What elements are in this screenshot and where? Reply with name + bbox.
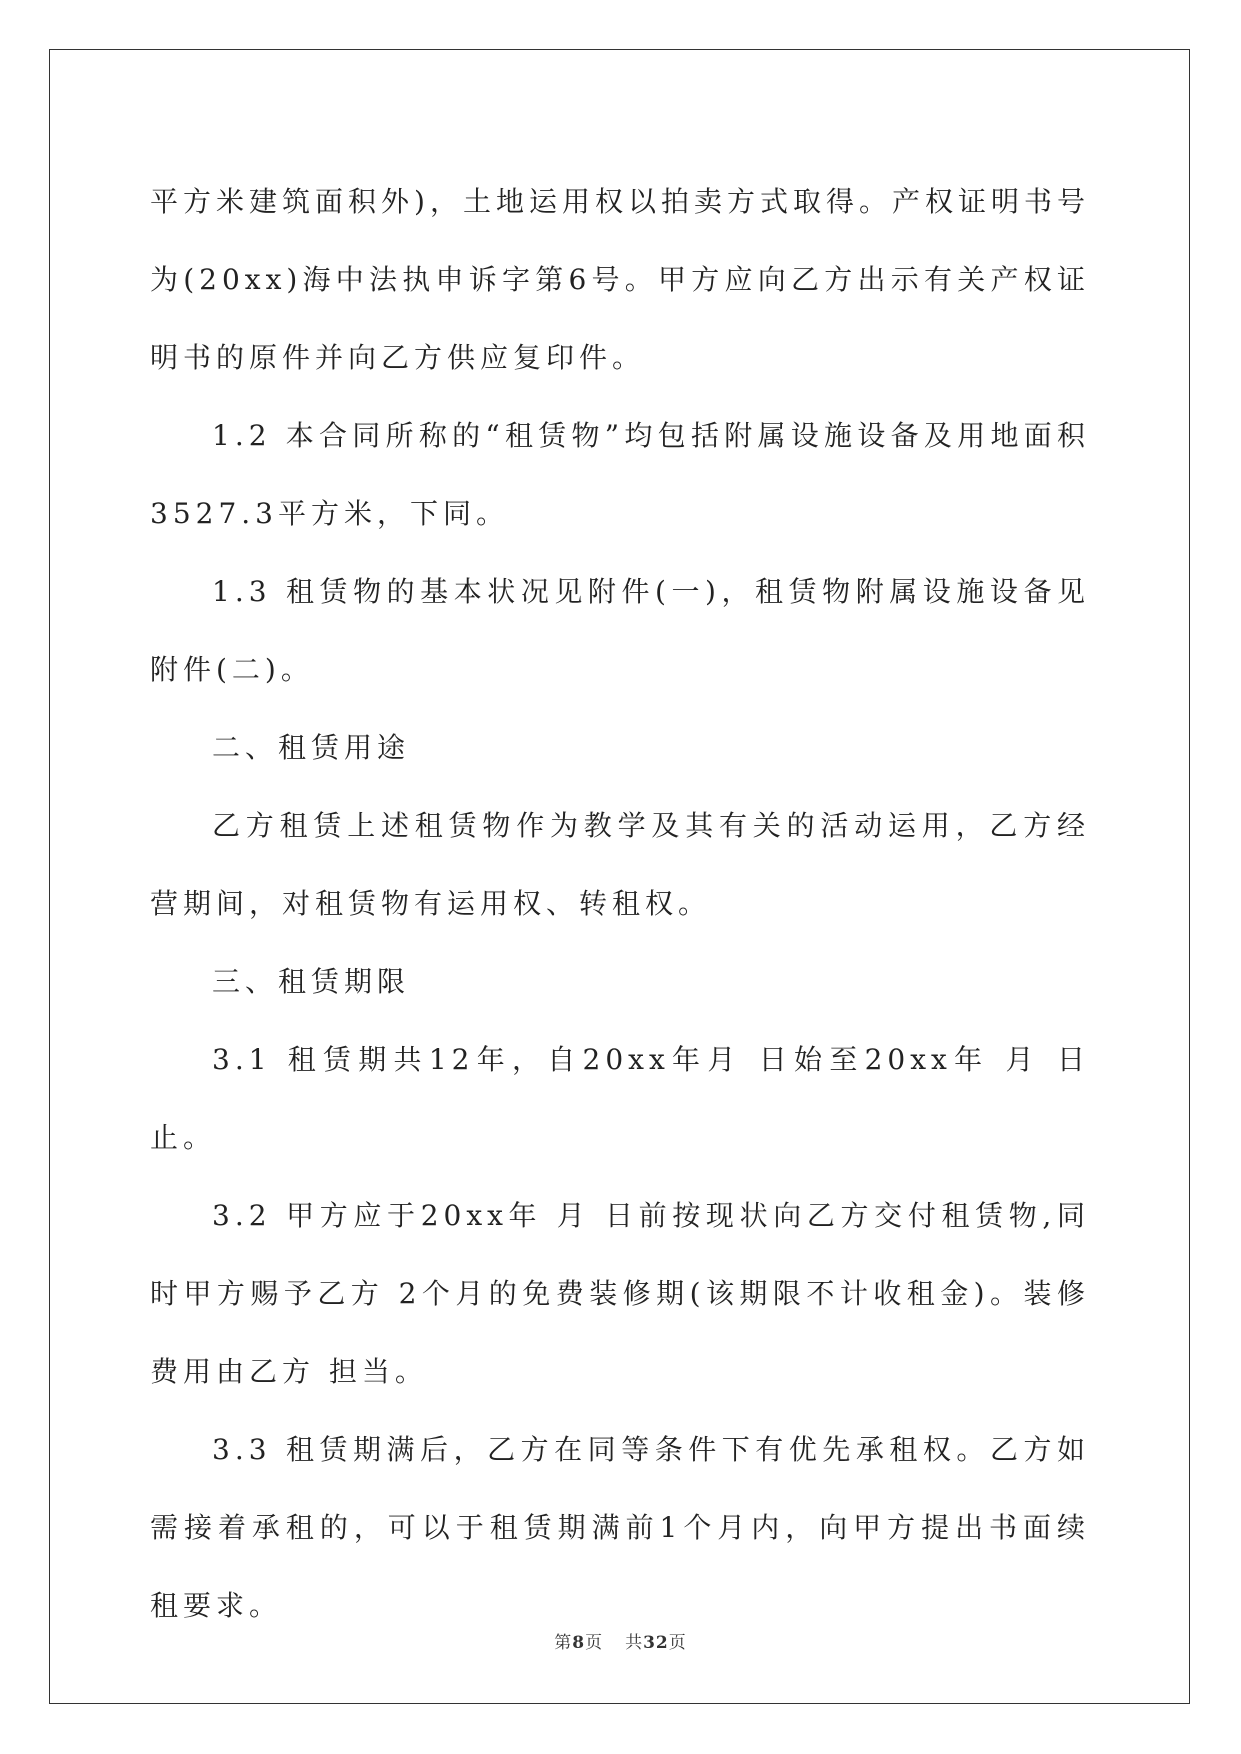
- paragraph-2: 1.2 本合同所称的“租赁物”均包括附属设施设备及用地面积3527.3平方米，下同。: [150, 419, 1090, 530]
- page-footer: [0, 1628, 1241, 1653]
- paragraph-3: 1.3 租赁物的基本状况见附件(一)，租赁物附属设施设备见附件(二)。: [150, 575, 1090, 686]
- section-heading-usage: 二、租赁用途: [212, 731, 411, 764]
- paragraph-8: 3.2 甲方应于20xx年 月 日前按现状向乙方交付租赁物,同时甲方赐予乙方 2个月的免费装修期(该期限不计收租金)。装修费用由乙方 担当。: [150, 1199, 1090, 1388]
- paragraph-1: 平方米建筑面积外)，土地运用权以拍卖方式取得。产权证明书号为(20xx)海中法执申诉字第6号。甲方应向乙方出示有关产权证明书的原件并向乙方供应复印件。: [150, 185, 1090, 374]
- document-body: [150, 163, 1090, 1645]
- page-suffix: 页: [585, 1633, 604, 1653]
- paragraph-7: 3.1 租赁期共12年，自20xx年月 日始至20xx年 月 日止。: [150, 1043, 1090, 1154]
- total-pages: 32: [643, 1633, 669, 1653]
- page-number: 8: [572, 1633, 586, 1653]
- total-suffix: 页: [668, 1633, 687, 1653]
- total-prefix: 共: [625, 1633, 644, 1653]
- paragraph-9: 3.3 租赁期满后，乙方在同等条件下有优先承租权。乙方如需接着承租的，可以于租赁期满前1个月内，向甲方提出书面续租要求。: [150, 1433, 1090, 1622]
- page-prefix: 第: [554, 1633, 573, 1653]
- paragraph-5: 乙方租赁上述租赁物作为教学及其有关的活动运用，乙方经营期间，对租赁物有运用权、转租权。: [150, 809, 1090, 920]
- section-heading-term: 三、租赁期限: [212, 965, 411, 998]
